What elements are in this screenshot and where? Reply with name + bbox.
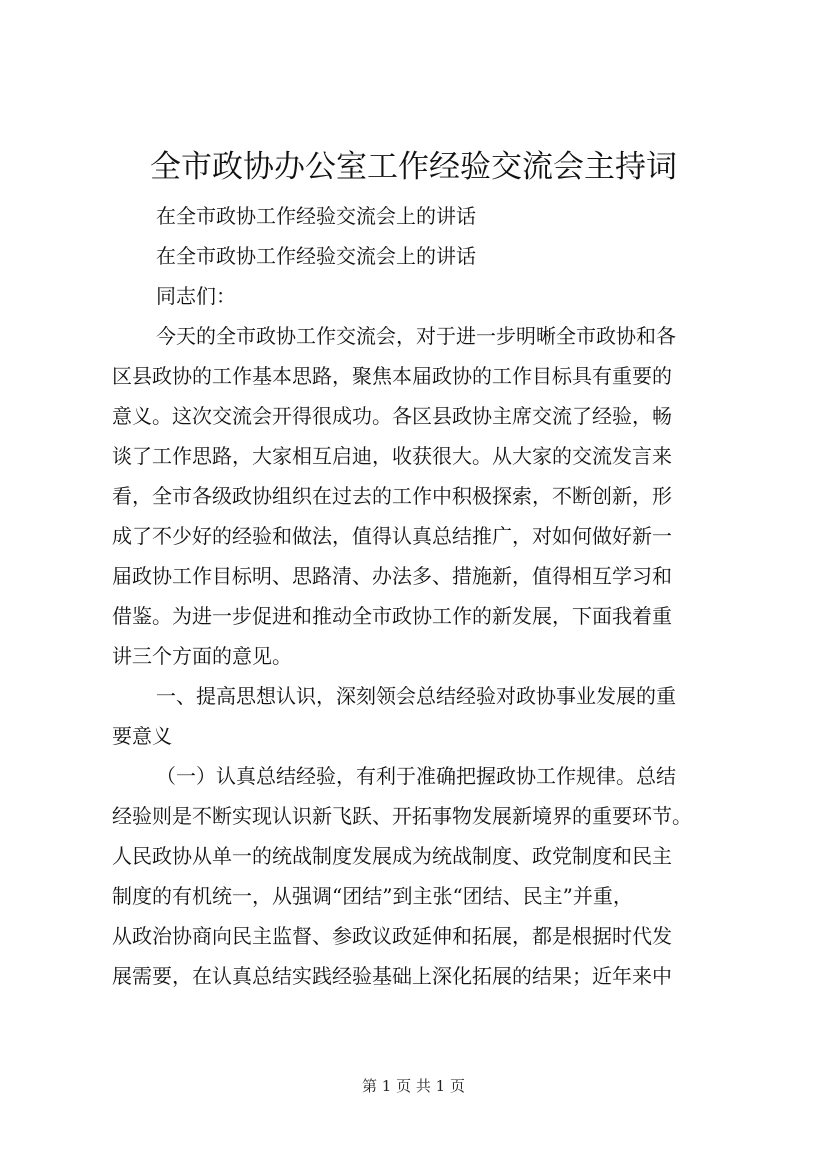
subtitle-line: 在全市政协工作经验交流会上的讲话 (156, 204, 476, 228)
page-number-footer: 第 1 页 共 1 页 (362, 1077, 465, 1095)
salutation-line: 同志们： (156, 284, 236, 308)
paragraph-line: 从政治协商向民主监督、参政议政延伸和拓展，都是根据时代发 (112, 924, 672, 948)
paragraph-line: 成了不少好的经验和做法，值得认真总结推广，对如何做好新一 (112, 524, 672, 548)
paragraph-line: 区县政协的工作基本思路，聚焦本届政协的工作目标具有重要的 (112, 364, 672, 388)
paragraph-line: 人民政协从单一的统战制度发展成为统战制度、政党制度和民主 (112, 844, 672, 868)
paragraph-line: 意义。这次交流会开得很成功。各区县政协主席交流了经验，畅 (112, 404, 672, 428)
paragraph-line: 看，全市各级政协组织在过去的工作中积极探索，不断创新，形 (112, 484, 672, 508)
document-body (112, 196, 742, 996)
section-heading-line: 要意义 (112, 724, 172, 748)
section-heading-line: 一、提高思想认识，深刻领会总结经验对政协事业发展的重 (156, 684, 676, 708)
paragraph-line: 届政协工作目标明、思路清、办法多、措施新，值得相互学习和 (112, 564, 672, 588)
paragraph-line: 展需要，在认真总结实践经验基础上深化拓展的结果；近年来中 (112, 964, 672, 988)
paragraph-line: 借鉴。为进一步促进和推动全市政协工作的新发展，下面我着重 (112, 604, 672, 628)
paragraph-line: （一）认真总结经验，有利于准确把握政协工作规律。总结 (156, 764, 676, 788)
paragraph-line: 今天的全市政协工作交流会，对于进一步明晰全市政协和各 (156, 324, 676, 348)
subtitle-line: 在全市政协工作经验交流会上的讲话 (156, 244, 476, 268)
paragraph-line: 谈了工作思路，大家相互启迪，收获很大。从大家的交流发言来 (112, 444, 672, 468)
paragraph-line: 讲三个方面的意见。 (112, 644, 292, 668)
paragraph-line: 经验则是不断实现认识新飞跃、开拓事物发展新境界的重要环节。 (112, 804, 692, 828)
paragraph-line: 制度的有机统一，从强调“团结”到主张“团结、民主”并重， (112, 884, 633, 908)
document-title: 全市政协办公室工作经验交流会主持词 (150, 149, 677, 185)
